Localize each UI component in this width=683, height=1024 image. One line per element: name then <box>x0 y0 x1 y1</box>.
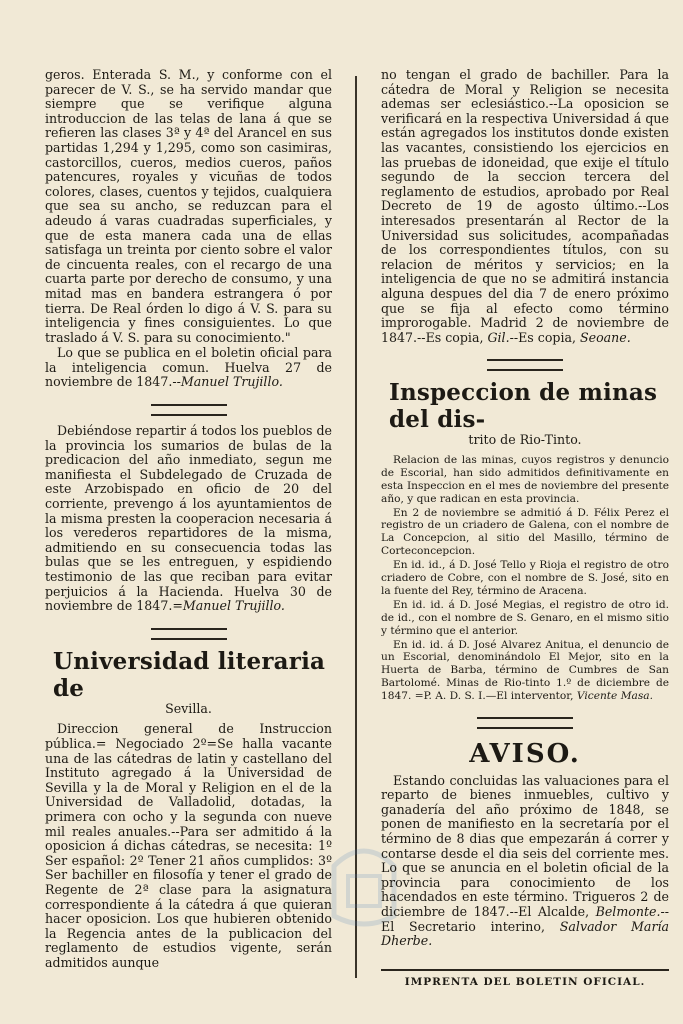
right-column <box>381 68 669 989</box>
mines-intro: Relacion de las minas, cuyos registros y denuncio de Escorial, han sido admitidos definitivamente en esta Inspeccion en el mes de noviembre del presente año, y que radican en esta provincia. <box>381 453 669 505</box>
bulas-notice-text: Debiéndose repartir á todos los pueblos de la provincia los sumarios de bulas de la predicacion del año inmediato, segun me manifiesta el Subdelegado de Cruzada de este Arzobispado en oficio de 20 del corriente, prevengo á los ayuntamientos de la misma presten la cooperacion necesaria á los verederos repartidores de la misma, admitiendo en su consecuencia todas las bulas que se les entreguen, y espidiendo testimonio de las que reciban para evitar perjuicios á la Hacienda. Huelva 30 de noviembre de 1847.= <box>45 423 332 614</box>
aviso-body: Estando concluidas las valuaciones para el reparto de bienes inmuebles, cultivo y ganadería del año próximo de 1848, se ponen de manifiesto en la secretaría por el término de 8 dias que empezarán á correr y contarse desde el dia seis del corriente mes. Lo que se anuncia en el boletin oficial de la provincia para conocimiento de los hacendados en este término. Trigueros 2 de diciembre de 1847.--El Alcalde, <box>381 772 669 920</box>
mine-entry: En id. id., á D. José Tello y Rioja el registro de otro criadero de Cobre, con el nombre de S. José, sito en la fuente del Rey, término de Aracena. <box>381 559 669 597</box>
printer-footer: IMPRENTA DEL BOLETIN OFICIAL. <box>381 969 669 990</box>
secretary-note: --El Secretario interino, <box>381 904 669 934</box>
mine-entry-text: En id. id. á D. José Alvarez Anitua, el denuncio de un Escorial, denominándolo El Mejor, sito en la Huerta de Barba, término de Cumbres de San Bartolomé. Minas de Rio-tinto 1.º de diciembre de 1847. =P. A. D. S. I.—El interventor, <box>381 638 669 703</box>
mines-subheading: trito de Rio-Tinto. <box>468 432 582 448</box>
huelva-notice-text: Lo que se publica en el boletin oficial para la inteligencia comun. Huelva 27 de noviembre de 1847.-- <box>45 345 332 390</box>
university-vacancy-text: Direccion general de Instruccion pública.= Negociado 2º=Se halla vacante una de las cátedras de latin y castellano del Instituto agregado á la Universidad de Sevilla y la de Moral y Religion en el de la Universidad de Valladolid, dotadas, la primera con ocho y la segunda con nueve mil reales anuales.--Para ser admitido á la oposicion á dichas cátedras, se necesita: 1º Ser español: 2º Tener 21 años cumplidos: 3º Ser bachiller en filosofía y tener el grado de Regente de 2ª clase para la asignatura correspondiente á la cátedra á que quieran hacer oposicion. Los que hubieren obtenido la Regencia antes de la publicacion del reglamento de estudios vigente, serán admitidos aunque <box>45 721 332 970</box>
left-column <box>45 68 332 971</box>
bulas-notice <box>45 424 332 614</box>
signature-belmonte: Belmonte. <box>595 904 661 920</box>
section-separator-2 <box>151 628 227 640</box>
mines-heading: Inspeccion de minas del dis- <box>389 379 658 434</box>
section-separator-3 <box>487 359 563 371</box>
signature-dherbe: Salvador María Dherbe. <box>381 918 669 949</box>
section-separator-4 <box>477 717 573 729</box>
university-heading: Universidad literaria de <box>53 647 326 702</box>
section-separator <box>151 404 227 416</box>
signature-gil: Gil. <box>487 329 510 345</box>
royal-order-text: geros. Enterada S. M., y conforme con el parecer de V. S., se ha servido mandar que siempre que se verifique alguna introduccion de las telas de lana á que se refieren las clases 3ª y 4ª del Arancel en sus partidas 1,294 y 1,295, como son casimiras, castorcillos, cueros, medios cueros, paños patencures, royales y vicuñas de todos colores, clases, cuentos y tejidos, cualquiera que sea su ancho, se reduzcan para el adeudo á varas cuadradas superficiales, y que de esta manera cada una de ellas satisfaga un treinta por ciento sobre el valor de cincuenta reales, con el recargo de una cuarta parte por derecho de consumo, y una mitad mas en bandera estrangera ó por tierra. De Real órden lo digo á V. S. para su inteligencia y fines consiguientes. Lo que traslado á V. S. para su conocimiento." <box>45 67 332 345</box>
mine-entry <box>381 639 669 704</box>
mines-list <box>381 454 669 703</box>
signature-masa: Vicente Masa. <box>576 690 653 703</box>
vacancy-continued-text: no tengan el grado de bachiller. Para la cátedra de Moral y Religion se necesita ademas ser eclesiástico.--La oposicion se verificará en la respectiva Universidad á que están agregados los institutos donde existen las vacantes, consistiendo los ejercicios en las pruebas de idoneidad, que exije el título segundo de la seccion tercera del reglamento de estudios, aprobado por Real Decreto de 19 de agosto último.--Los interesados presentarán al Rector de la Universidad sus solicitudes, acompañadas de los correspondientes títulos, con su relacion de méritos y servicios; en la inteligencia de que no se admitirá instancia alguna despues del dia 7 de enero próximo que se fija al efecto como término improrogable. Madrid 2 de noviembre de 1847.--Es copia, <box>381 67 669 345</box>
aviso-text <box>381 774 669 949</box>
university-vacancy-continued <box>381 68 669 345</box>
mine-entry: En id. id. á D. José Megias, el registro de otro id. de id., con el nombre de S. Genaro, en el mismo sitio y término que el anterior. <box>381 598 669 637</box>
signature-trujillo-2: Manuel Trujillo. <box>182 598 285 614</box>
signature-seoane: Seoane. <box>580 329 631 345</box>
university-subheading: Sevilla. <box>165 700 212 716</box>
huelva-notice <box>45 346 332 390</box>
signature-trujillo: Manuel Trujillo. <box>180 374 283 390</box>
copy-note: --Es copia, <box>509 329 581 345</box>
mine-entry: En 2 de noviembre se admitió á D. Félix Perez el registro de un criadero de Galena, con el nombre de La Concepcion, al sitio del Masillo, término de Corteconcepcion. <box>381 506 669 558</box>
aviso-heading: AVISO. <box>469 739 581 770</box>
